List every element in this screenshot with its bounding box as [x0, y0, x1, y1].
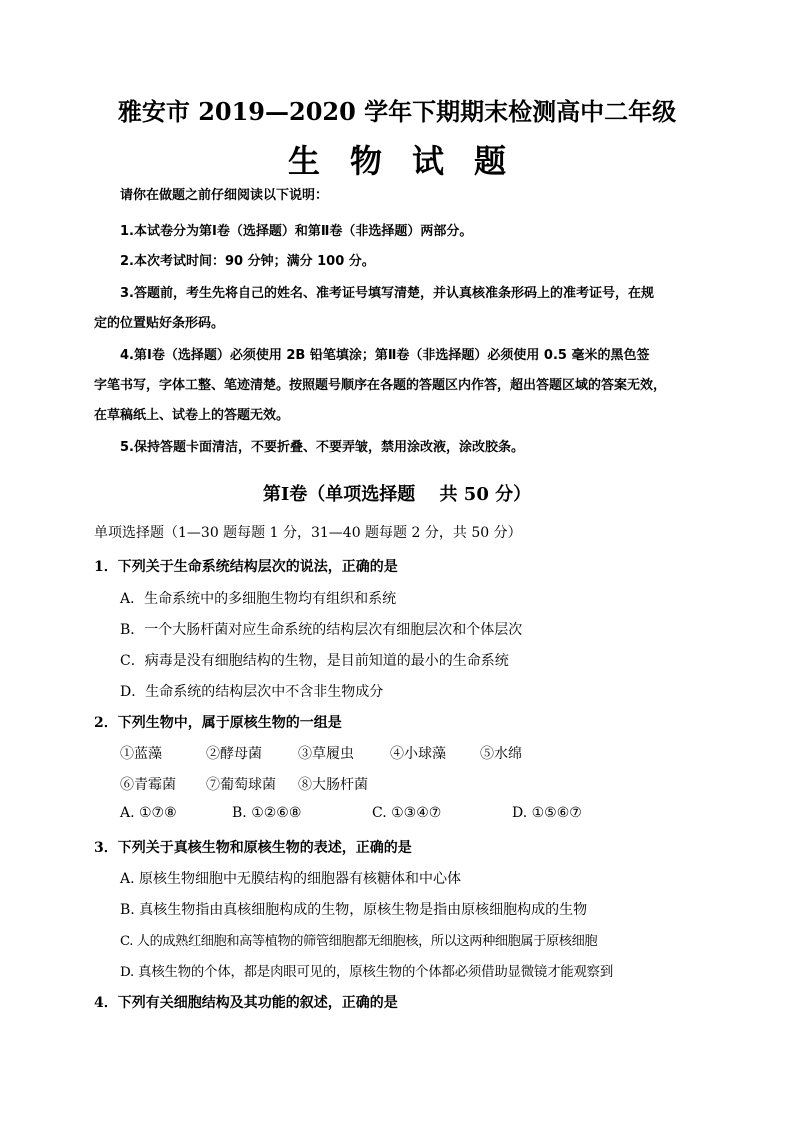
option-c: C. 人的成熟红细胞和高等植物的筛管细胞都无细胞核，所以这两种细胞属于原核细胞	[120, 934, 598, 949]
option-b: B．一个大肠杆菌对应生命系统的结构层次有细胞层次和个体层次	[120, 622, 523, 638]
question-stem: 3．下列关于真核生物和原核生物的表述，正确的是	[94, 840, 412, 856]
instruction-item: 1.本试卷分为第Ⅰ卷（选择题）和第Ⅱ卷（非选择题）两部分。	[120, 224, 473, 239]
option-d: D．生命系统的结构层次中不含非生物成分	[120, 684, 384, 700]
organism-item: ⑥青霉菌	[120, 777, 176, 793]
organism-item: ③草履虫	[298, 746, 354, 762]
option-a: A. ①⑦⑧	[120, 805, 177, 821]
organism-item: ⑤水绵	[480, 746, 522, 762]
instruction-item: 5.保持答题卡面清洁，不要折叠、不要弄皱，禁用涂改液，涂改胶条。	[120, 440, 524, 455]
option-d: D. ①⑤⑥⑦	[512, 805, 582, 821]
instruction-item: 2.本次考试时间：90 分钟；满分 100 分。	[120, 254, 375, 269]
instruction-item: 4.第Ⅰ卷（选择题）必须使用 2B 铅笔填涂；第Ⅱ卷（非选择题）必须使用 0.5 毫米的黑色签	[120, 348, 650, 363]
exam-subtitle: 生物试题	[287, 142, 536, 180]
instruction-item: 3.答题前，考生先将自己的姓名、准考证号填写清楚，并认真核准条形码上的准考证号，在规	[120, 286, 654, 301]
exam-title: 雅安市 2019—2020 学年下期期末检测高中二年级	[117, 97, 677, 126]
option-c: C．病毒是没有细胞结构的生物，是目前知道的最小的生命系统	[120, 653, 509, 669]
organism-item: ④小球藻	[390, 746, 446, 762]
option-c: C. ①③④⑦	[372, 805, 442, 821]
instructions-intro: 请你在做题之前仔细阅读以下说明：	[120, 188, 329, 203]
question-stem: 4．下列有关细胞结构及其功能的叙述，正确的是	[94, 995, 398, 1011]
organism-item: ⑦葡萄球菌	[206, 777, 276, 793]
instruction-item: 定的位置贴好条形码。	[94, 316, 225, 331]
question-stem: 1．下列关于生命系统结构层次的说法，正确的是	[94, 559, 398, 575]
option-b: B. ①②⑥⑧	[232, 805, 302, 821]
option-d: D. 真核生物的个体，都是肉眼可见的，原核生物的个体都必须借助显微镜才能观察到	[120, 965, 614, 980]
organism-item: ②酵母菌	[206, 746, 262, 762]
option-a: A．生命系统中的多细胞生物均有组织和系统	[120, 591, 397, 607]
question-stem: 2．下列生物中，属于原核生物的一组是	[94, 715, 342, 731]
option-b: B. 真核生物指由真核细胞构成的生物，原核生物是指由原核细胞构成的生物	[120, 902, 588, 918]
option-a: A. 原核生物细胞中无膜结构的细胞器有核糖体和中心体	[120, 871, 462, 887]
organism-item: ⑧大肠杆菌	[298, 777, 368, 793]
organism-item: ①蓝藻	[120, 746, 162, 762]
section-title: 第Ⅰ卷（单项选择题 共 50 分）	[262, 484, 532, 505]
instruction-item: 在草稿纸上、试卷上的答题无效。	[94, 408, 290, 423]
section-description: 单项选择题（1—30 题每题 1 分，31—40 题每题 2 分，共 50 分）	[94, 525, 522, 541]
instruction-item: 字笔书写，字体工整、笔迹清楚。按照题号顺序在各题的答题区内作答，超出答题区域的答案无效，	[94, 378, 667, 393]
